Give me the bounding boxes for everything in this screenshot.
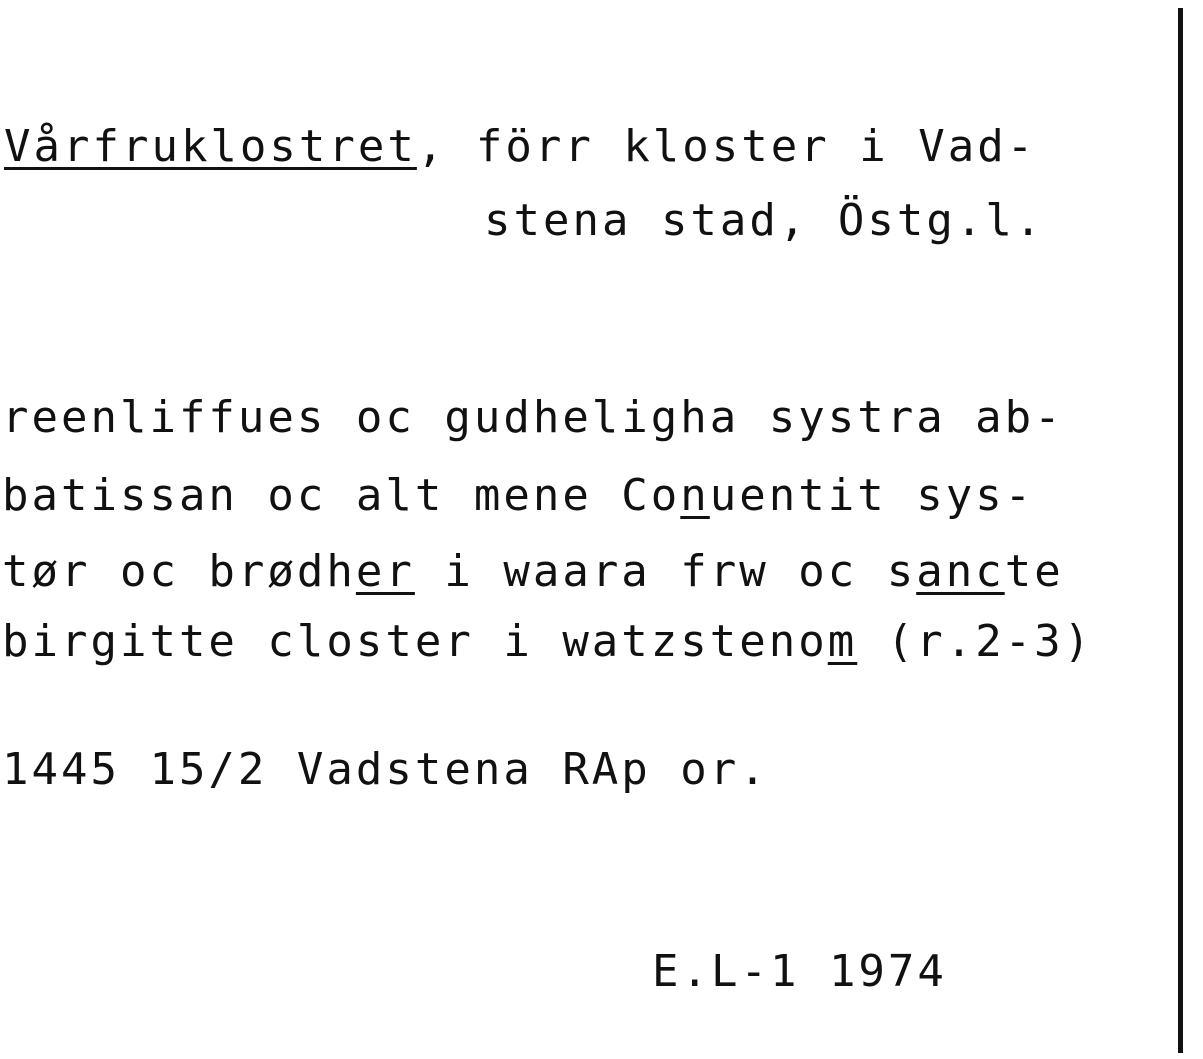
quote-line-3-part-b: i waara frw oc s [414,546,917,597]
card-edge-line [1178,8,1183,1053]
heading-separator: , [416,121,447,172]
heading-name: Vårfruklostret [4,121,417,172]
heading-line [4,121,1037,172]
quote-line-4-underlined: m [827,616,858,667]
source-reference: 1445 15/2 Vadstena RAp or. [2,744,769,795]
quote-line-1: reenliffues oc gudheligha systra ab- [2,392,1064,443]
quote-line-3-part-c: te [1004,546,1064,597]
quote-line-3-underlined-2: anc [916,546,1005,597]
heading-description: förr kloster i Vad- [446,121,1037,172]
heading-description-continued: stena stad, Östg.l. [484,195,1045,246]
quote-line-2-part-b: uentit sys- [709,470,1035,521]
quote-line-4-part-b: (r.2-3) [857,616,1094,667]
quote-line-4 [2,616,1094,667]
quote-line-2 [2,470,1035,521]
quote-line-3 [2,546,1064,597]
quote-line-2-part-a: batissan oc alt mene Co [2,470,681,521]
quote-line-3-underlined-1: er [355,546,415,597]
quote-line-3-part-a: tør oc brødh [2,546,356,597]
quote-line-4-part-a: birgitte closter i watzsteno [2,616,828,667]
signature: E.L-1 1974 [652,946,947,997]
quote-line-2-underlined: n [680,470,710,521]
